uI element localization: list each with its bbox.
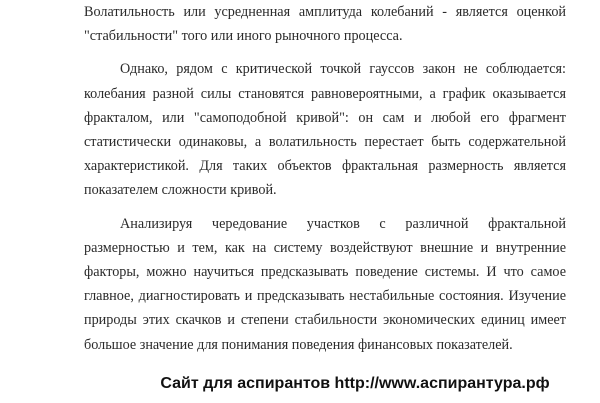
paragraph-3: Анализируя чередование участков с различной фрактальной размерностью и тем, как на систему воздействуют внешние и внутренние факторы, можно научиться предсказывать поведение системы. И что самое главное, диагностировать и предсказывать нестабильные состояния. Изучение природы этих скачков и степени стабильности экономических единиц имеет большое значение для понимания поведения финансовых показателей.: [84, 215, 566, 353]
site-watermark: Сайт для аспирантов http://www.аспирантура.рф: [160, 375, 550, 392]
paragraph-1: Волатильность или усредненная амплитуда колебаний - является оценкой "стабильности" того или иного рыночного процесса.: [84, 4, 566, 45]
paragraph-2: Однако, рядом с критической точкой гауссов закон не соблюдается: колебания разной силы становятся равновероятными, а график оказывается фракталом, или "самоподобной кривой": он сам и любой его фрагмент статистически одинаковы, а волатильность перестает быть содержательной характеристикой. Для таких объектов фрактальная размерность является показателем сложности кривой.: [84, 61, 566, 199]
document-text: [84, 0, 566, 357]
